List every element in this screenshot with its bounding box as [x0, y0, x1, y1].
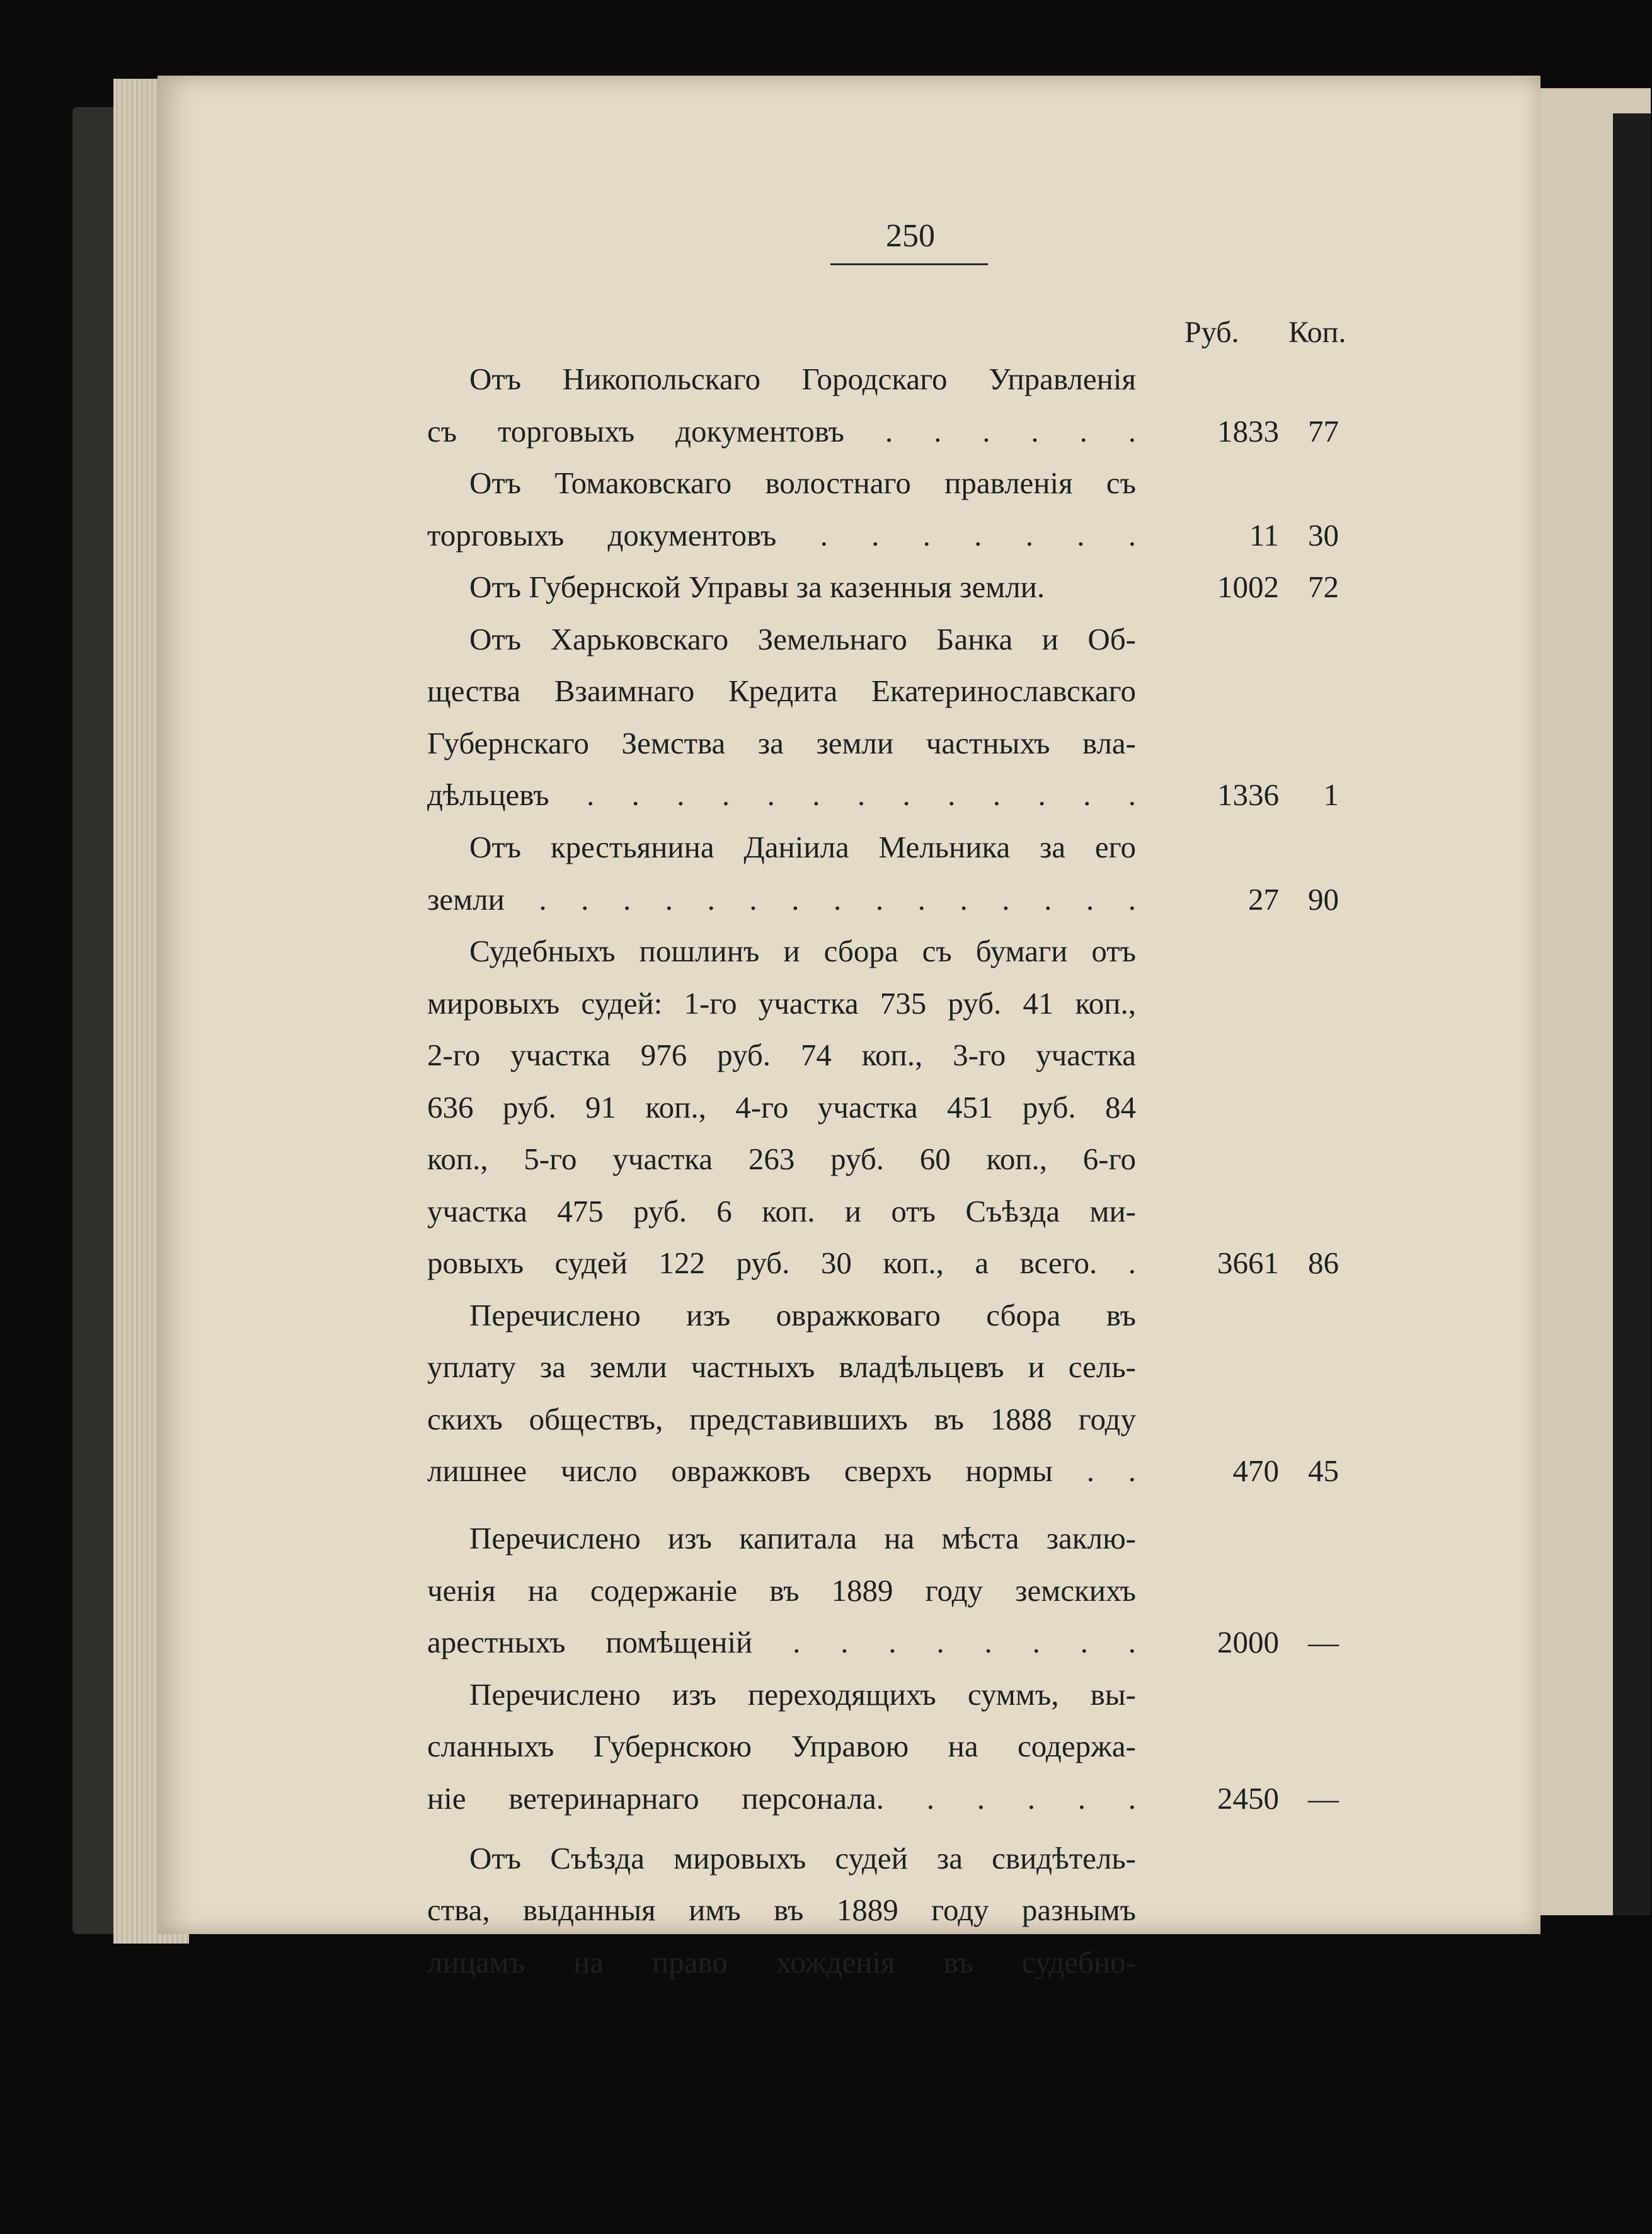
text-line: Отъ Съѣзда мировыхъ судей за свидѣтель- — [469, 1841, 1136, 1876]
amount-rubles: 2450 — [1217, 1781, 1279, 1816]
text-line: дѣльцевъ . . . . . . . . . . . . . — [427, 777, 1136, 812]
text-line: Судебныхъ пошлинъ и сбора съ бумаги отъ — [469, 934, 1136, 968]
amount-kopecks: — — [1308, 1625, 1339, 1659]
text-line: съ торговыхъ документовъ . . . . . . — [427, 414, 1136, 449]
amount-kopecks: 72 — [1308, 570, 1339, 604]
text-line: Отъ Губернской Управы за казенныя земли. — [469, 570, 1045, 604]
column-headers — [0, 315, 1652, 359]
text-line: лицамъ на право хожденія въ судебно- — [427, 1945, 1136, 1979]
amount-kopecks: 77 — [1308, 414, 1339, 449]
text-line: ства, выданныя имъ въ 1889 году разнымъ — [427, 1893, 1136, 1927]
kopecks-header: Коп. — [1288, 316, 1346, 349]
text-line: Отъ крестьянина Даніила Мельника за его — [469, 830, 1136, 864]
text-line: ровыхъ судей 122 руб. 30 коп., а всего. . — [427, 1246, 1136, 1280]
text-line: уплату за земли частныхъ владѣльцевъ и сель- — [427, 1349, 1136, 1384]
text-line: участка 475 руб. 6 коп. и отъ Съѣзда ми- — [427, 1194, 1136, 1229]
text-line: Перечислено изъ капитала на мѣста заклю- — [469, 1521, 1136, 1555]
text-line: мировыхъ судей: 1-го участка 735 руб. 41 коп., — [427, 986, 1136, 1021]
text-line: лишнее число овражковъ сверхъ нормы . . — [427, 1453, 1136, 1488]
text-line: Губернскаго Земства за земли частныхъ вла- — [427, 726, 1136, 760]
text-line: коп., 5-го участка 263 руб. 60 коп., 6-го — [427, 1142, 1136, 1176]
text-line: арестныхъ помѣщеній . . . . . . . . — [427, 1625, 1136, 1659]
text-line: ченія на содержаніе въ 1889 году земскихъ — [427, 1573, 1136, 1608]
amount-kopecks: — — [1308, 1781, 1339, 1816]
text-line: Отъ Никопольскаго Городскаго Управленія — [469, 362, 1136, 396]
book-cover-right — [1613, 113, 1651, 1915]
text-line: ніе ветеринарнаго персонала. . . . . . — [427, 1781, 1136, 1816]
text-line: щества Взаимнаго Кредита Екатеринославскаго — [427, 673, 1136, 708]
amount-rubles: 11 — [1249, 518, 1279, 553]
page-number: 250 — [886, 218, 935, 254]
amount-rubles: 470 — [1232, 1453, 1279, 1488]
text-line: Отъ Томаковскаго волостнаго правленія съ — [469, 466, 1136, 500]
text-line: Отъ Харьковскаго Земельнаго Банка и Об- — [469, 622, 1136, 656]
text-line: торговыхъ документовъ . . . . . . . — [427, 518, 1136, 553]
amount-rubles: 1833 — [1217, 414, 1279, 449]
text-line: 636 руб. 91 коп., 4-го участка 451 руб. 84 — [427, 1090, 1136, 1125]
text-line: 2-го участка 976 руб. 74 коп., 3-го участка — [427, 1038, 1136, 1072]
text-line: земли . . . . . . . . . . . . . . . — [427, 882, 1136, 917]
text-line: скихъ обществъ, представившихъ въ 1888 году — [427, 1402, 1136, 1436]
amount-kopecks: 1 — [1323, 777, 1339, 812]
amount-kopecks: 86 — [1308, 1246, 1339, 1280]
text-line: Перечислено изъ переходящихъ суммъ, вы- — [469, 1677, 1136, 1712]
amount-rubles: 1002 — [1217, 570, 1279, 604]
amount-rubles: 1336 — [1217, 777, 1279, 812]
amount-kopecks: 90 — [1308, 882, 1339, 917]
amount-kopecks: 45 — [1308, 1453, 1339, 1488]
text-line: Перечислено изъ овражковаго сбора въ — [469, 1298, 1136, 1332]
amount-rubles: 3661 — [1217, 1246, 1279, 1280]
amount-rubles: 2000 — [1217, 1625, 1279, 1659]
amount-kopecks: 30 — [1308, 518, 1339, 553]
rubles-header: Руб. — [1185, 316, 1239, 349]
amount-rubles: 27 — [1248, 882, 1279, 917]
text-line: сланныхъ Губернскою Управою на содержа- — [427, 1729, 1136, 1763]
page-number-rule — [830, 263, 988, 265]
